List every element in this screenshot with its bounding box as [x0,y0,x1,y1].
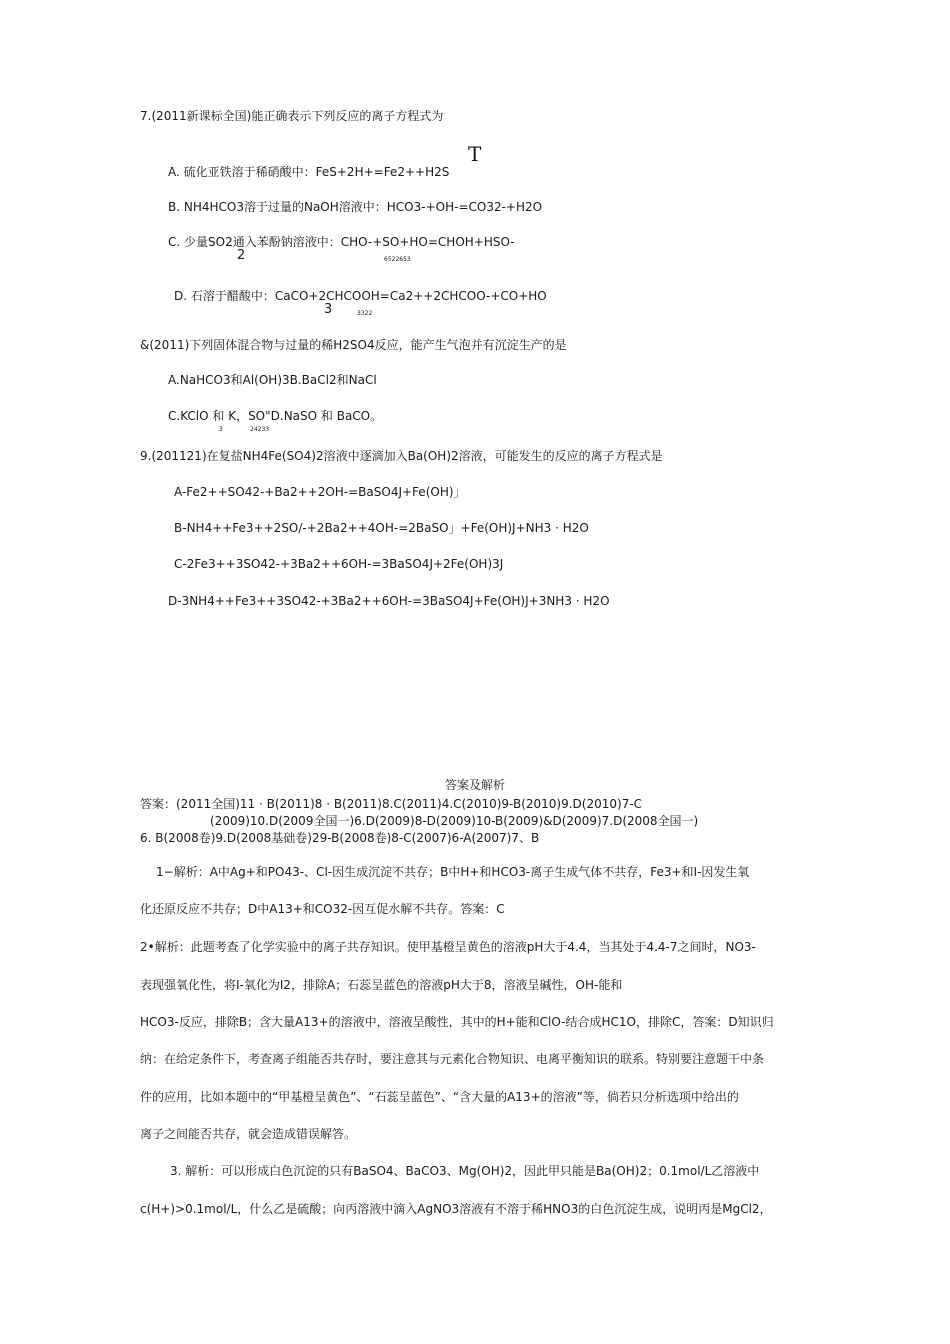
q7-option-b: B. NH4HCO3溶于过量的NaOH溶液中：HCO3-+OH-=CO32-+H2O [168,200,543,214]
q9-option-b: B-NH4++Fe3++2SO/-+2Ba2++4OH-=2BaSO」+Fe(OH)J+NH3 · H2O [174,521,589,535]
q7-option-c-small: 6522653 [384,256,411,263]
q7-stem: 7.(2011新课标全国)能正确表示下列反应的离子方程式为 [140,109,444,123]
q8-options-ab: A.NaHCO3和Al(OH)3B.BaCl2和NaCl [168,373,377,387]
q9-option-d: D-3NH4++Fe3++3SO42-+3Ba2++6OH-=3BaSO4J+Fe(OH)J+3NH3 · H2O [168,594,610,608]
q7-option-c-subscript: 2 [237,248,246,263]
q7-option-d: D. 石溶于醋酸中：CaCO+2CHCOOH=Ca2++2CHCOO-+CO+HO [174,289,547,303]
q7-option-a: A. 硫化亚铁溶于稀硝酸中：FeS+2H+=Fe2++H2S [168,165,450,179]
explanation-3-line-1: 3. 解析：可以形成白色沉淀的只有BaSO4、BaCO3、Mg(OH)2，因此甲只能是Ba(OH)2；0.1mol/L乙溶液中 [170,1164,760,1178]
explanation-2-line-1: 2•解析：此题考查了化学实验中的离子共存知识。使甲基橙呈黄色的溶液pH大于4.4，当其处于4.4-7之间时，NO3- [140,940,756,954]
answers-heading: 答案及解析 [444,778,505,792]
q7-option-d-subscript: 3 [324,302,333,317]
q7-option-d-small: 3322 [357,310,373,317]
explanation-2-line-3: HCO3-反应，排除B；含大量A13+的溶液中，溶液呈酸性，其中的H+能和ClO-结合成HC1O，排除C，答案：D知识归 [140,1015,774,1029]
answers-line-3: 6. B(2008卷)9.D(2008基础卷)29-B(2008卷)8-C(2007)6-A(2007)7、B [140,831,540,845]
explanation-2-line-4: 纳：在给定条件下，考查离子组能否共存时，要注意其与元素化合物知识、电离平衡知识的联系。特别要注意题干中条 [140,1052,765,1066]
q8-small-a: 3 [219,426,223,433]
explanation-2-line-2: 表现强氧化性，将I-氧化为I2，排除A；石蕊呈蓝色的溶液pH大于8，溶液呈碱性，OH-能和 [140,978,623,992]
explanation-2-line-6: 离子之间能否共存，就会造成错误解答。 [140,1127,357,1141]
explanation-3-line-2: c(H+)>0.1mol/L，什么乙是硫酸；向丙溶液中滴入AgNO3溶液有不溶于稀HNO3的白色沉淀生成，说明丙是MgCl2， [140,1202,772,1216]
q8-stem: &(2011)下列固体混合物与过量的稀H2SO4反应，能产生气泡并有沉淀生产的是 [140,338,567,352]
q7-option-c: C. 少量SO2通入苯酚钠溶液中：CHO-+SO+HO=CHOH+HSO- [168,235,515,249]
explanation-1-line-1: 1−解析：A中Ag+和PO43-、Cl-因生成沉淀不共存；B中H+和HCO3-离子生成气体不共存，Fe3+和I-因发生氧 [156,865,750,879]
q9-option-a: A-Fe2++SO42-+Ba2++2OH-=BaSO4J+Fe(OH)」 [174,485,466,499]
explanation-1-line-2: 化还原反应不共存；D中A13+和CO32-因互促水解不共存。答案：C [140,902,505,916]
answers-line-2: (2009)10.D(2009全国一)6.D(2009)8-D(2009)10-B(2009)&D(2009)7.D(2008全国一) [210,814,699,828]
q8-small-b: 24233 [250,426,270,433]
answers-line-1: 答案：(2011全国)11 · B(2011)8 · B(2011)8.C(2011)4.C(2010)9-B(2010)9.D(2010)7-C [140,797,643,811]
explanation-2-line-5: 件的应用，比如本题中的“甲基橙呈黄色”、“石蕊呈蓝色”、“含大量的A13+的溶液”等，倘若只分析选项中给出的 [140,1090,739,1104]
q7-mark: T [468,142,482,166]
q9-stem: 9.(201121)在复盐NH4Fe(SO4)2溶液中逐滴加入Ba(OH)2溶液，可能发生的反应的离子方程式是 [140,449,663,463]
q8-options-cd: C.KClO 和 K，SO"D.NaSO 和 BaCO。 [168,409,383,423]
q9-option-c: C-2Fe3++3SO42-+3Ba2++6OH-=3BaSO4J+2Fe(OH)3J [174,557,504,571]
